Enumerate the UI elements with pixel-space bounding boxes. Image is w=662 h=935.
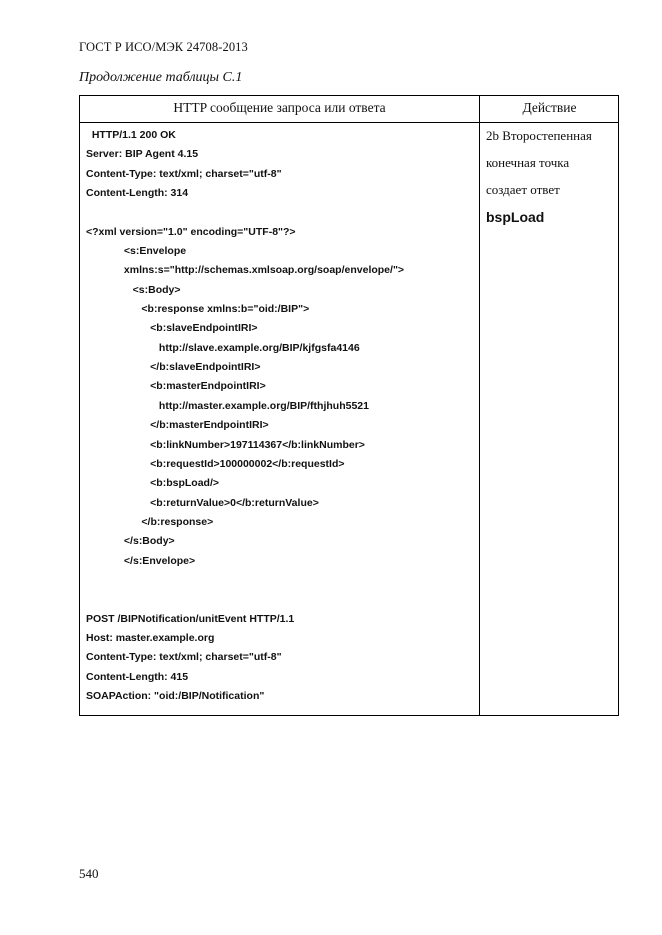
code-line: </b:masterEndpointIRI> — [86, 419, 269, 432]
column-header-message: HTTP сообщение запроса или ответа — [173, 100, 386, 115]
code-line: </s:Envelope> — [86, 554, 196, 567]
code-line: xmlns:s="http://schemas.xmlsoap.org/soap/envelope/"> — [86, 264, 405, 277]
column-header-action: Действие — [522, 100, 577, 115]
code-line: <s:Envelope — [86, 245, 187, 258]
http-message-cell — [86, 126, 476, 706]
code-line: <b:response xmlns:b="oid:/BIP"> — [86, 303, 310, 316]
table-header-row — [80, 96, 618, 123]
action-line: 2b Второстепенная — [486, 128, 592, 143]
code-line: Host: master.example.org — [86, 631, 215, 644]
code-line: Content-Length: 314 — [86, 187, 189, 200]
code-line: </b:slaveEndpointIRI> — [86, 361, 261, 374]
code-line: <b:slaveEndpointIRI> — [86, 322, 258, 335]
document-standard-title: ГОСТ Р ИСО/МЭК 24708-2013 — [79, 40, 248, 54]
code-line: <s:Body> — [86, 283, 181, 296]
code-line: </b:response> — [86, 515, 214, 528]
code-line: HTTP/1.1 200 OK — [86, 129, 176, 141]
code-line: http://slave.example.org/BIP/kjfgsfa4146 — [86, 341, 360, 354]
code-line: Server: BIP Agent 4.15 — [86, 148, 199, 161]
code-line: <b:masterEndpointIRI> — [86, 380, 266, 393]
code-line: Content-Length: 415 — [86, 670, 189, 683]
code-line — [86, 571, 476, 590]
code-line: Content-Type: text/xml; charset="utf-8" — [86, 167, 282, 180]
code-line — [86, 203, 476, 222]
code-line: <?xml version="1.0" encoding="UTF-8"?> — [86, 225, 296, 238]
table-continuation-caption: Продолжение таблицы С.1 — [79, 70, 243, 85]
protocol-table — [79, 95, 619, 716]
page-number: 540 — [79, 866, 99, 881]
code-line: Content-Type: text/xml; charset="utf-8" — [86, 651, 282, 664]
column-divider — [479, 96, 480, 715]
action-line: создает ответ — [486, 182, 560, 197]
code-line: </s:Body> — [86, 535, 175, 548]
code-line: <b:requestId>100000002</b:requestId> — [86, 457, 345, 470]
code-line: <b:bspLoad/> — [86, 477, 220, 490]
code-line: http://master.example.org/BIP/fthjhuh5521 — [86, 399, 369, 412]
code-line — [86, 590, 476, 609]
action-cell — [486, 126, 618, 234]
code-line: SOAPAction: "oid:/BIP/Notification" — [86, 689, 265, 702]
code-line: <b:returnValue>0</b:returnValue> — [86, 496, 319, 509]
code-line: POST /BIPNotification/unitEvent HTTP/1.1 — [86, 612, 295, 625]
action-keyword: bspLoad — [486, 209, 545, 225]
action-line: конечная точка — [486, 155, 570, 170]
code-line: <b:linkNumber>197114367</b:linkNumber> — [86, 438, 365, 451]
